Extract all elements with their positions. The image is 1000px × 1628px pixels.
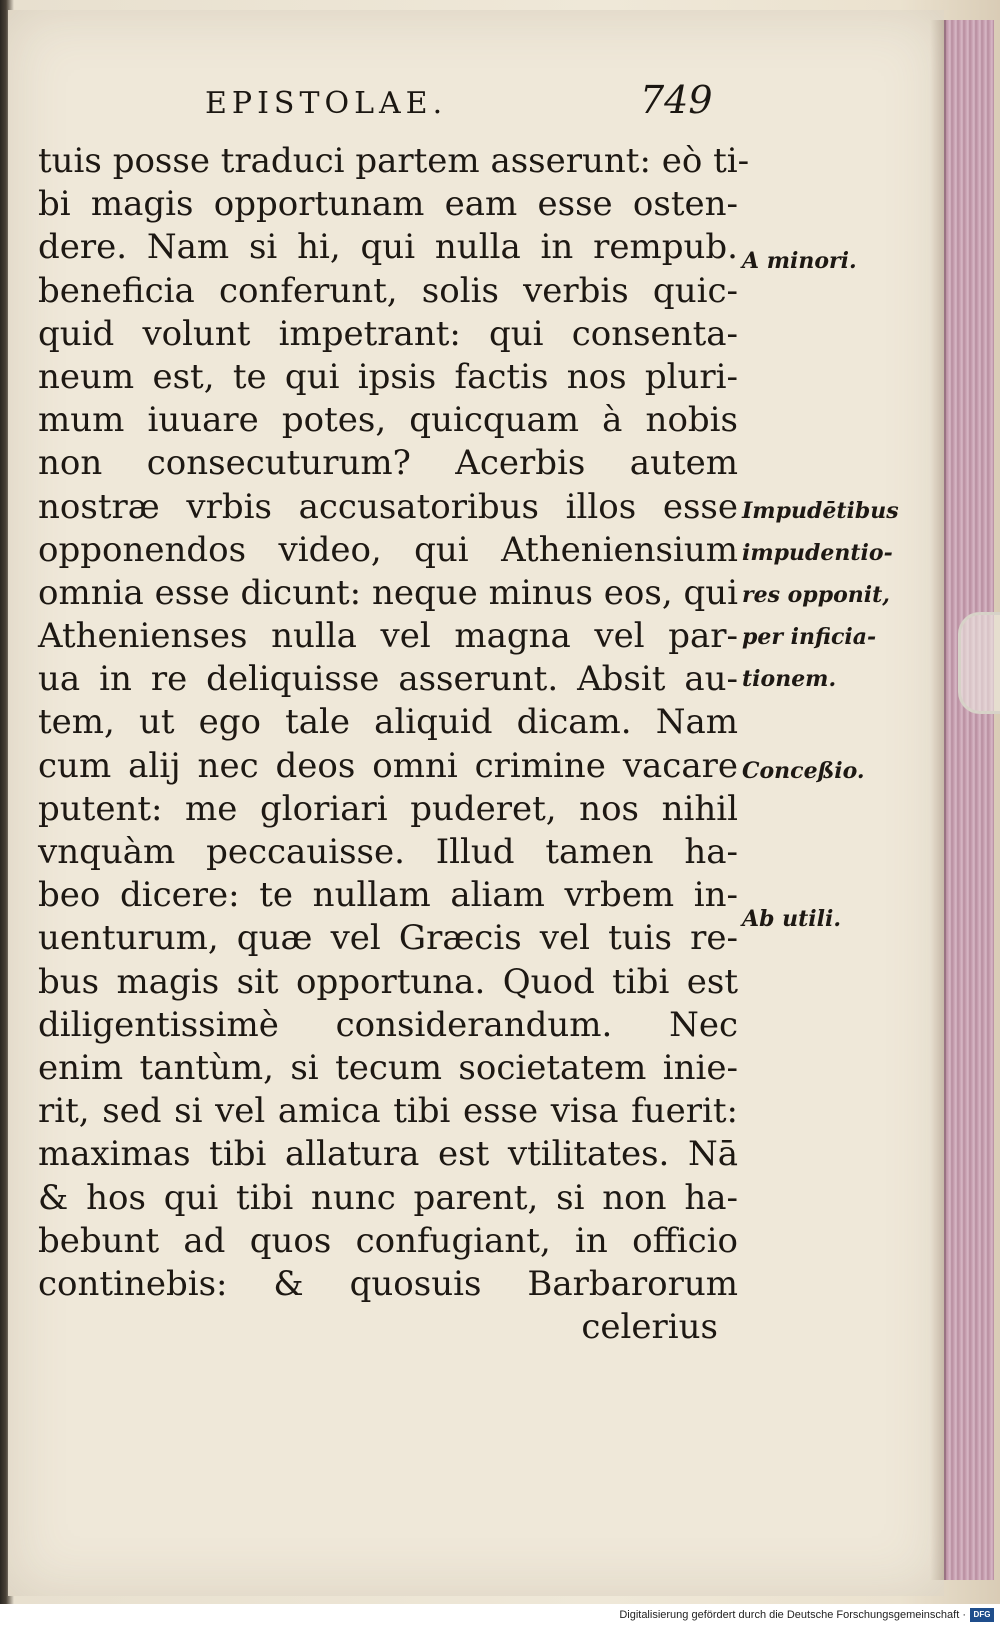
text-line: dere. Nam si hi, qui nulla in rempub. bbox=[38, 227, 738, 268]
digitization-credit: Digitalisierung gefördert durch die Deutsche Forschungsgemeinschaft · bbox=[619, 1609, 966, 1621]
margin-note: Conceßio. bbox=[742, 758, 865, 784]
text-line: quid volunt impetrant: qui consenta- bbox=[38, 313, 738, 354]
text-line: neum est, te qui ipsis factis nos pluri- bbox=[38, 356, 738, 397]
page-number: 749 bbox=[640, 78, 713, 122]
text-line: Athenienses nulla vel magna vel par- bbox=[38, 616, 738, 657]
margin-note: per inficia- bbox=[742, 624, 877, 650]
margin-note: A minori. bbox=[742, 248, 857, 274]
text-line: diligentissimè considerandum. Nec bbox=[38, 1004, 738, 1045]
margin-note: Ab utili. bbox=[742, 906, 841, 932]
catchword: celerius bbox=[581, 1307, 718, 1348]
text-line: bebunt ad quos confugiant, in officio bbox=[38, 1220, 738, 1261]
text-line: rit, sed si vel amica tibi esse visa fuerit: bbox=[38, 1091, 738, 1132]
text-line: & hos qui tibi nunc parent, si non ha- bbox=[38, 1177, 738, 1218]
footer bbox=[0, 1604, 1000, 1628]
page-header bbox=[0, 78, 940, 138]
text-line: mum iuuare potes, quicquam à nobis bbox=[38, 400, 738, 441]
body-text bbox=[38, 140, 750, 1349]
text-line: cum alij nec deos omni crimine vacare bbox=[38, 745, 738, 786]
text-line: beneficia conferunt, solis verbis quic- bbox=[38, 270, 738, 311]
text-line: putent: me gloriari puderet, nos nihil bbox=[38, 788, 738, 829]
margin-note: tionem. bbox=[742, 666, 837, 692]
text-line: vnquàm peccauisse. Illud tamen ha- bbox=[38, 832, 738, 872]
text-line: opponendos video, qui Atheniensium bbox=[38, 529, 738, 570]
text-line: bus magis sit opportuna. Quod tibi est bbox=[38, 961, 738, 1002]
text-line: maximas tibi allatura est vtilitates. Nā bbox=[38, 1134, 738, 1175]
running-head: EPISTOLAE. bbox=[205, 86, 448, 121]
margin-note: Impudētibus bbox=[742, 498, 899, 524]
margin-note: impudentio- bbox=[742, 540, 893, 566]
text-line: beo dicere: te nullam aliam vrbem in- bbox=[38, 875, 738, 916]
text-line: nostræ vrbis accusatoribus illos esse bbox=[38, 486, 738, 527]
text-line: enim tantùm, si tecum societatem inie- bbox=[38, 1047, 738, 1088]
text-line: tem, ut ego tale aliquid dicam. Nam bbox=[38, 702, 738, 743]
text-line: bi magis opportunam eam esse osten- bbox=[38, 184, 738, 225]
text-line: uenturum, quæ vel Græcis vel tuis re- bbox=[38, 918, 738, 959]
text-line: continebis: & quosuis Barbarorum bbox=[38, 1263, 738, 1304]
page-tab-marker bbox=[958, 612, 1000, 714]
margin-note: res opponit, bbox=[742, 582, 890, 608]
page-fore-edge bbox=[944, 20, 994, 1580]
text-line: tuis posse traduci partem asserunt: eò ti- bbox=[38, 141, 750, 181]
dfg-logo: DFG bbox=[970, 1608, 994, 1622]
text-line: ua in re deliquisse asserunt. Absit au- bbox=[38, 659, 738, 700]
text-line: non consecuturum? Acerbis autem bbox=[38, 443, 738, 484]
text-line: omnia esse dicunt: neque minus eos, qui bbox=[38, 572, 738, 613]
